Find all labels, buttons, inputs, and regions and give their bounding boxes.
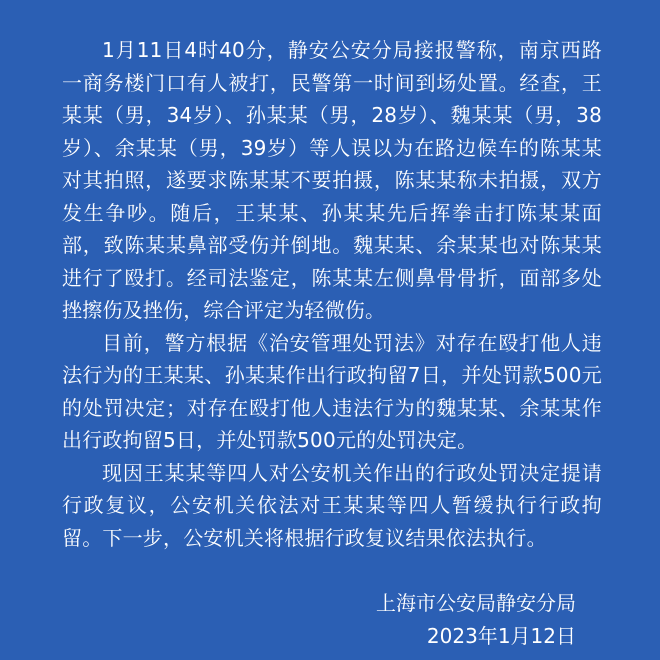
paragraph-incident: 1月11日4时40分，静安公安分局接报警称，南京西路一商务楼门口有人被打，民警第一时间到场处置。经查，王某某（男，34岁）、孙某某（男，28岁）、魏某某（男，38岁）、余某某（男，39岁）等人误以为在路边候车的陈某某对其拍照，遂要求陈某某不要拍摄，陈某某称未拍摄，双方发生争吵。随后，王某某、孙某某先后挥拳击打陈某某面部，致陈某某鼻部受伤并倒地。魏某某、余某某也对陈某某进行了殴打。经司法鉴定，陈某某左侧鼻骨骨折，面部多处挫擦伤及挫伤，综合评定为轻微伤。: [62, 38, 602, 322]
signature-date: 2023年1月12日: [426, 623, 576, 648]
paragraph-review: 现因王某某等四人对公安机关作出的行政处罚决定提请行政复议，公安机关依法对王某某等四人暂缓执行行政拘留。下一步，公安机关将根据行政复议结果依法执行。: [62, 460, 602, 550]
signature-organization: 上海市公安局静安分局: [376, 591, 576, 615]
paragraph-penalty: 目前，警方根据《治安管理处罚法》对存在殴打他人违法行为的王某某、孙某某作出行政拘留7日，并处罚款500元的处罚决定；对存在殴打他人违法行为的魏某某、余某某作出行政拘留5日，并处罚款500元的处罚决定。: [62, 330, 602, 452]
notice-body: [62, 34, 602, 554]
signature-block: [320, 587, 580, 652]
